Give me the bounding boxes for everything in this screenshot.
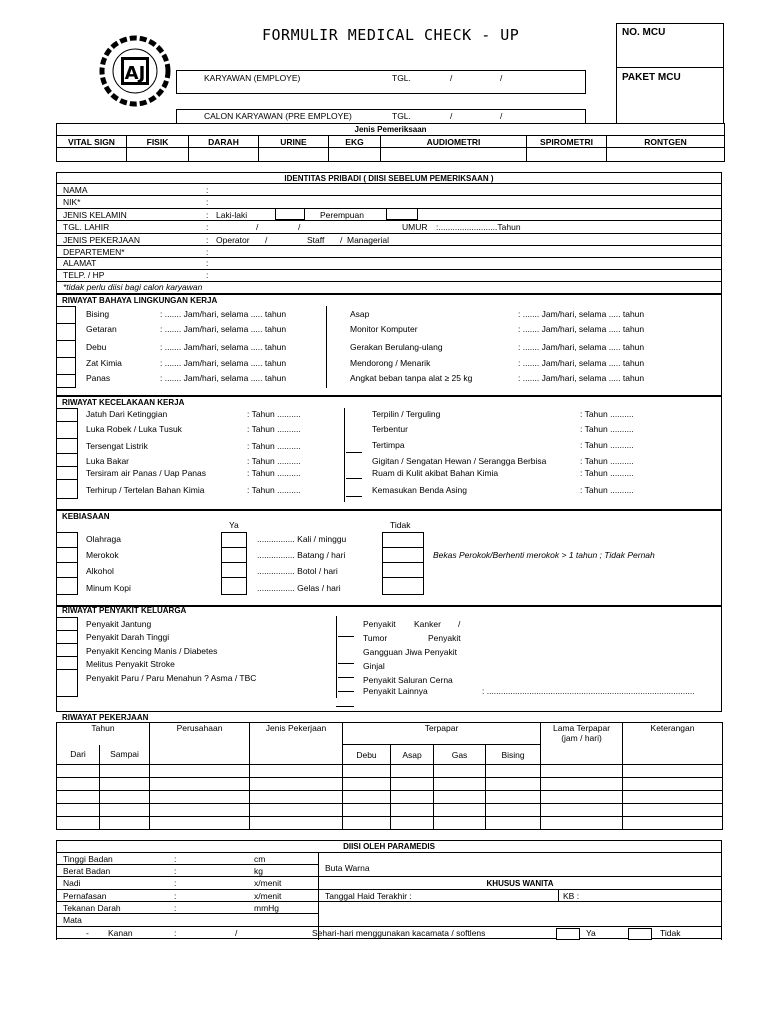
- family-checkbox[interactable]: [56, 617, 78, 631]
- accident-item-label: Terpilin / Terguling: [372, 409, 441, 419]
- table-row[interactable]: [57, 817, 723, 830]
- colon: :: [174, 928, 177, 938]
- slash: /: [340, 235, 343, 245]
- date-separator: /: [450, 73, 453, 83]
- accident-item-label: Luka Robek / Luka Tusuk: [86, 424, 182, 434]
- habit-ya-box[interactable]: [221, 562, 247, 578]
- vital-unit: x/menit: [254, 891, 282, 901]
- habit-label: Merokok: [86, 550, 119, 560]
- habit-label: Olahraga: [86, 534, 121, 544]
- gender-male-label: Laki-laki: [216, 210, 248, 220]
- env-item-label: Panas: [86, 373, 111, 383]
- accident-item-detail[interactable]: : Tahun ..........: [580, 468, 634, 478]
- accident-checkbox[interactable]: [56, 453, 78, 467]
- identity-row-label: TGL. LAHIR: [63, 222, 110, 232]
- env-item-detail[interactable]: : ....... Jam/hari, selama ..... tahun: [518, 373, 645, 383]
- env-item-label: Monitor Komputer: [350, 324, 418, 334]
- family-item-label: Melitus Penyakit Stroke: [86, 659, 175, 669]
- table-row[interactable]: [57, 778, 723, 791]
- employee-tgl-label: TGL.: [392, 73, 411, 83]
- identity-row-label: ALAMAT: [63, 258, 97, 268]
- accident-item-label: Gigitan / Sengatan Hewan / Serangga Berbisa: [372, 456, 547, 466]
- family-title: RIWAYAT PENYAKIT KELUARGA: [62, 606, 187, 615]
- habit-ya-box[interactable]: [221, 547, 247, 563]
- identity-row-label: NIK*: [63, 197, 81, 207]
- accident-checkbox[interactable]: [56, 408, 78, 422]
- paket-mcu-label: PAKET MCU: [622, 72, 681, 83]
- work-history-table: [56, 722, 723, 830]
- gender-male-checkbox[interactable]: [275, 208, 305, 220]
- accident-item-detail[interactable]: : Tahun ..........: [247, 456, 301, 466]
- accident-item-detail[interactable]: : Tahun ..........: [247, 468, 301, 478]
- date-separator: /: [450, 111, 453, 121]
- habits-ya-header: Ya: [229, 520, 239, 530]
- family-item-label: Penyakit Paru / Paru Menahun ? Asma / TBC: [86, 673, 257, 683]
- accident-title: RIWAYAT KECELAKAAN KERJA: [62, 398, 185, 407]
- colon: :: [206, 222, 209, 232]
- exam-col-ekg: EKG: [329, 136, 381, 148]
- exam-check-cell[interactable]: [607, 148, 725, 162]
- accident-item-detail[interactable]: : Tahun ..........: [247, 409, 301, 419]
- env-item-label: Bising: [86, 309, 110, 319]
- kacamata-tidak-label: Tidak: [660, 928, 681, 938]
- env-item-detail[interactable]: : ....... Jam/hari, selama ..... tahun: [160, 373, 287, 383]
- date-separator: /: [256, 222, 259, 232]
- identity-row-label: JENIS KELAMIN: [63, 210, 127, 220]
- exam-check-cell[interactable]: [57, 148, 127, 162]
- env-item-detail[interactable]: : ....... Jam/hari, selama ..... tahun: [160, 358, 287, 368]
- family-item-label: Tumor: [363, 633, 388, 643]
- work-title: RIWAYAT PEKERJAAN: [62, 713, 149, 722]
- employee-label: KARYAWAN (EMPLOYE): [204, 73, 301, 83]
- habit-checkbox[interactable]: [56, 577, 78, 595]
- env-checkbox[interactable]: [56, 306, 76, 324]
- exam-check-cell[interactable]: [329, 148, 381, 162]
- exam-check-cell[interactable]: [259, 148, 329, 162]
- habit-unit[interactable]: ................ Gelas / hari: [257, 583, 341, 593]
- env-item-label: Angkat beban tanpa alat ≥ 25 kg: [350, 373, 473, 383]
- family-checkbox[interactable]: [56, 630, 78, 644]
- colon: :: [174, 866, 177, 876]
- habit-unit[interactable]: ................ Botol / hari: [257, 566, 338, 576]
- family-item-label: Penyakit Jantung: [86, 619, 152, 629]
- family-item-label: Gangguan Jiwa Penyakit: [363, 647, 458, 657]
- buta-warna-label: Buta Warna: [325, 863, 370, 873]
- date-separator: /: [500, 111, 503, 121]
- accident-checkbox[interactable]: [56, 421, 78, 439]
- exam-check-cell[interactable]: [381, 148, 527, 162]
- accident-item-label: Tertimpa: [372, 440, 405, 450]
- work-col-perusahaan: Perusahaan: [150, 723, 250, 765]
- work-col-lama: [541, 723, 623, 765]
- accident-item-label: Tersiram air Panas / Uap Panas: [86, 468, 206, 478]
- work-col-debu: Debu: [343, 745, 391, 765]
- env-item-detail[interactable]: : ....... Jam/hari, selama ..... tahun: [518, 324, 645, 334]
- accident-item-label: Terhirup / Tertelan Bahan Kimia: [86, 485, 205, 495]
- env-checkbox[interactable]: [56, 357, 76, 375]
- svg-text:AJ: AJ: [124, 63, 146, 84]
- colon: :: [206, 210, 209, 220]
- habit-ya-box[interactable]: [221, 577, 247, 595]
- company-logo: [98, 34, 172, 108]
- accident-item-detail[interactable]: : Tahun ..........: [580, 456, 634, 466]
- paramedis-title: DIISI OLEH PARAMEDIS: [343, 842, 435, 851]
- habit-checkbox[interactable]: [56, 547, 78, 563]
- vital-unit: x/menit: [254, 878, 282, 888]
- exam-table-title: Jenis Pemeriksaan: [57, 124, 725, 136]
- vital-label: Pernafasan: [63, 891, 107, 901]
- identity-row-label: DEPARTEMEN*: [63, 247, 125, 257]
- table-row[interactable]: [57, 791, 723, 804]
- habit-checkbox[interactable]: [56, 562, 78, 578]
- work-col-keterangan: Keterangan: [623, 723, 723, 765]
- exam-col-fisik: FISIK: [127, 136, 189, 148]
- env-item-label: Mendorong / Menarik: [350, 358, 431, 368]
- habit-tidak-box[interactable]: [382, 547, 424, 563]
- env-item-label: Zat Kimia: [86, 358, 122, 368]
- slash: /: [265, 235, 268, 245]
- accident-checkbox[interactable]: [56, 479, 78, 499]
- kacamata-tidak-checkbox[interactable]: [628, 928, 652, 940]
- habit-label: Minum Kopi: [86, 583, 131, 593]
- env-item-label: Debu: [86, 342, 107, 352]
- accident-item-detail[interactable]: : Tahun ..........: [247, 424, 301, 434]
- table-row[interactable]: [57, 804, 723, 817]
- vital-label: Tekanan Darah: [63, 903, 121, 913]
- env-item-label: Gerakan Berulang-ulang: [350, 342, 443, 352]
- habit-tidak-box[interactable]: [382, 577, 424, 595]
- colon: :: [174, 854, 177, 864]
- khusus-wanita-label: KHUSUS WANITA: [486, 879, 554, 888]
- form-title: FORMULIR MEDICAL CHECK - UP: [262, 26, 520, 44]
- smoke-note: Bekas Perokok/Berhenti merokok > 1 tahun ; Tidak Pernah: [433, 550, 655, 560]
- habits-tidak-header: Tidak: [390, 520, 411, 530]
- identity-note: *tidak perlu diisi bagi calon karyawan: [63, 282, 203, 292]
- work-col-jenis: Jenis Pekerjaan: [250, 723, 343, 765]
- work-col-bising: Bising: [486, 745, 541, 765]
- colon: :: [206, 247, 209, 257]
- identity-row-label: TELP. / HP: [63, 270, 105, 280]
- habit-unit[interactable]: ................ Batang / hari: [257, 550, 346, 560]
- accident-item-detail[interactable]: : Tahun ..........: [247, 485, 301, 495]
- colon: :: [206, 185, 209, 195]
- accident-item-detail[interactable]: : Tahun ..........: [580, 409, 634, 419]
- accident-item-label: Luka Bakar: [86, 456, 129, 466]
- gender-female-label: Perempuan: [320, 210, 364, 220]
- work-col-terpapar: Terpapar: [343, 723, 541, 745]
- exam-col-vital-sign: VITAL SIGN: [57, 136, 127, 148]
- identity-title: IDENTITAS PRIBADI ( DIISI SEBELUM PEMERIKSAAN ): [284, 174, 494, 183]
- paramedis-section: [56, 840, 722, 940]
- colon: :: [174, 903, 177, 913]
- slash: /: [235, 928, 238, 938]
- habit-checkbox[interactable]: [56, 532, 78, 548]
- work-col-dari: Dari: [57, 745, 100, 765]
- colon: :: [206, 270, 209, 280]
- env-title: RIWAYAT BAHAYA LINGKUNGAN KERJA: [62, 296, 218, 305]
- slash: /: [458, 619, 461, 629]
- env-item-detail[interactable]: : ....... Jam/hari, selama ..... tahun: [160, 324, 287, 334]
- habit-ya-box[interactable]: [221, 532, 247, 548]
- family-checkbox[interactable]: [56, 669, 78, 697]
- accident-item-label: Kemasukan Benda Asing: [372, 485, 467, 495]
- habit-label: Alkohol: [86, 566, 114, 576]
- accident-checkbox[interactable]: [56, 438, 78, 454]
- accident-item-label: Tersengat Listrik: [86, 441, 148, 451]
- accident-item-detail[interactable]: : Tahun ..........: [580, 485, 634, 495]
- date-separator: /: [298, 222, 301, 232]
- exam-col-darah: DARAH: [189, 136, 259, 148]
- kb-label[interactable]: KB :: [563, 891, 580, 901]
- family-item-label: Kanker: [414, 619, 441, 629]
- exam-check-cell[interactable]: [527, 148, 607, 162]
- family-item-label: Penyakit Kencing Manis / Diabetes: [86, 646, 218, 656]
- umur-value[interactable]: :.........................Tahun: [436, 222, 521, 232]
- colon: :: [206, 197, 209, 207]
- family-other-field[interactable]: : ........................................................................................: [482, 686, 695, 696]
- vital-label: Mata: [63, 915, 82, 925]
- habit-tidak-box[interactable]: [382, 562, 424, 578]
- accident-item-label: Terbentur: [372, 424, 408, 434]
- env-item-detail[interactable]: : ....... Jam/hari, selama ..... tahun: [160, 342, 287, 352]
- accident-item-detail[interactable]: : Tahun ..........: [247, 441, 301, 451]
- exam-col-rontgen: RONTGEN: [607, 136, 725, 148]
- family-item-label: Penyakit Darah Tinggi: [86, 632, 170, 642]
- dash: -: [86, 928, 89, 938]
- accident-item-label: Jatuh Dari Ketinggian: [86, 409, 168, 419]
- colon: :: [174, 891, 177, 901]
- accident-checkbox[interactable]: [56, 466, 78, 480]
- exam-check-cell[interactable]: [189, 148, 259, 162]
- family-item-label: Penyakit Lainnya: [363, 686, 428, 696]
- kacamata-ya-checkbox[interactable]: [556, 928, 580, 940]
- umur-label: UMUR: [402, 222, 428, 232]
- env-checkbox[interactable]: [56, 340, 76, 358]
- family-item-label: Ginjal: [363, 661, 385, 671]
- family-checkbox[interactable]: [56, 656, 78, 670]
- family-item-label: Penyakit: [363, 619, 396, 629]
- exam-check-cell[interactable]: [127, 148, 189, 162]
- accident-item-label: Ruam di Kulit akibat Bahan Kimia: [372, 468, 499, 478]
- pre-employee-tgl-label: TGL.: [392, 111, 411, 121]
- kacamata-ya-label: Ya: [586, 928, 596, 938]
- env-item-detail[interactable]: : ....... Jam/hari, selama ..... tahun: [518, 309, 645, 319]
- family-item-label: Penyakit Saluran Cerna: [363, 675, 453, 685]
- family-item-label: Penyakit: [428, 633, 461, 643]
- vital-unit: cm: [254, 854, 266, 864]
- job-staff[interactable]: Staff: [307, 235, 325, 245]
- work-col-asap: Asap: [391, 745, 434, 765]
- colon: :: [206, 258, 209, 268]
- env-item-detail[interactable]: : ....... Jam/hari, selama ..... tahun: [518, 358, 645, 368]
- vital-unit: kg: [254, 866, 263, 876]
- date-separator: /: [500, 73, 503, 83]
- job-operator[interactable]: Operator: [216, 235, 250, 245]
- work-col-lama-line1: Lama Terpapar: [553, 723, 611, 733]
- env-item-label: Getaran: [86, 324, 117, 334]
- table-row[interactable]: [57, 765, 723, 778]
- gender-female-checkbox[interactable]: [386, 208, 418, 220]
- vital-label: Tinggi Badan: [63, 854, 113, 864]
- identity-row-label: JENIS PEKERJAAN: [63, 235, 140, 245]
- habits-title: KEBIASAAN: [62, 512, 110, 521]
- env-item-label: Asap: [350, 309, 370, 319]
- colon: :: [174, 878, 177, 888]
- work-col-lama-line2: (jam / hari): [561, 733, 602, 743]
- haid-label[interactable]: Tanggal Haid Terakhir :: [325, 891, 412, 901]
- eye-right-label: Kanan: [108, 928, 133, 938]
- accident-item-detail[interactable]: : Tahun ..........: [580, 440, 634, 450]
- work-col-tahun: Tahun: [57, 723, 150, 745]
- exam-col-urine: URINE: [259, 136, 329, 148]
- env-checkbox[interactable]: [56, 323, 76, 341]
- pre-employee-label: CALON KARYAWAN (PRE EMPLOYE): [204, 111, 352, 121]
- work-col-sampai: Sampai: [100, 745, 150, 765]
- env-checkbox[interactable]: [56, 374, 76, 388]
- habit-unit[interactable]: ................ Kali / minggu: [257, 534, 347, 544]
- env-item-detail[interactable]: : ....... Jam/hari, selama ..... tahun: [518, 342, 645, 352]
- vital-label: Berat Badan: [63, 866, 111, 876]
- no-mcu-label: NO. MCU: [622, 27, 666, 38]
- exam-col-spirometri: SPIROMETRI: [527, 136, 607, 148]
- work-col-gas: Gas: [434, 745, 486, 765]
- colon: :: [206, 235, 209, 245]
- identity-row-label: NAMA: [63, 185, 88, 195]
- accident-item-detail[interactable]: : Tahun ..........: [580, 424, 634, 434]
- kacamata-label: Sehari-hari menggunakan kacamata / softlens: [312, 928, 486, 938]
- exam-col-audiometri: AUDIOMETRI: [381, 136, 527, 148]
- vital-unit: mmHg: [254, 903, 280, 913]
- env-item-detail[interactable]: : ....... Jam/hari, selama ..... tahun: [160, 309, 287, 319]
- family-checkbox[interactable]: [56, 643, 78, 657]
- job-managerial[interactable]: Managerial: [347, 235, 390, 245]
- vital-label: Nadi: [63, 878, 81, 888]
- exam-table: [56, 123, 725, 162]
- habit-tidak-box[interactable]: [382, 532, 424, 548]
